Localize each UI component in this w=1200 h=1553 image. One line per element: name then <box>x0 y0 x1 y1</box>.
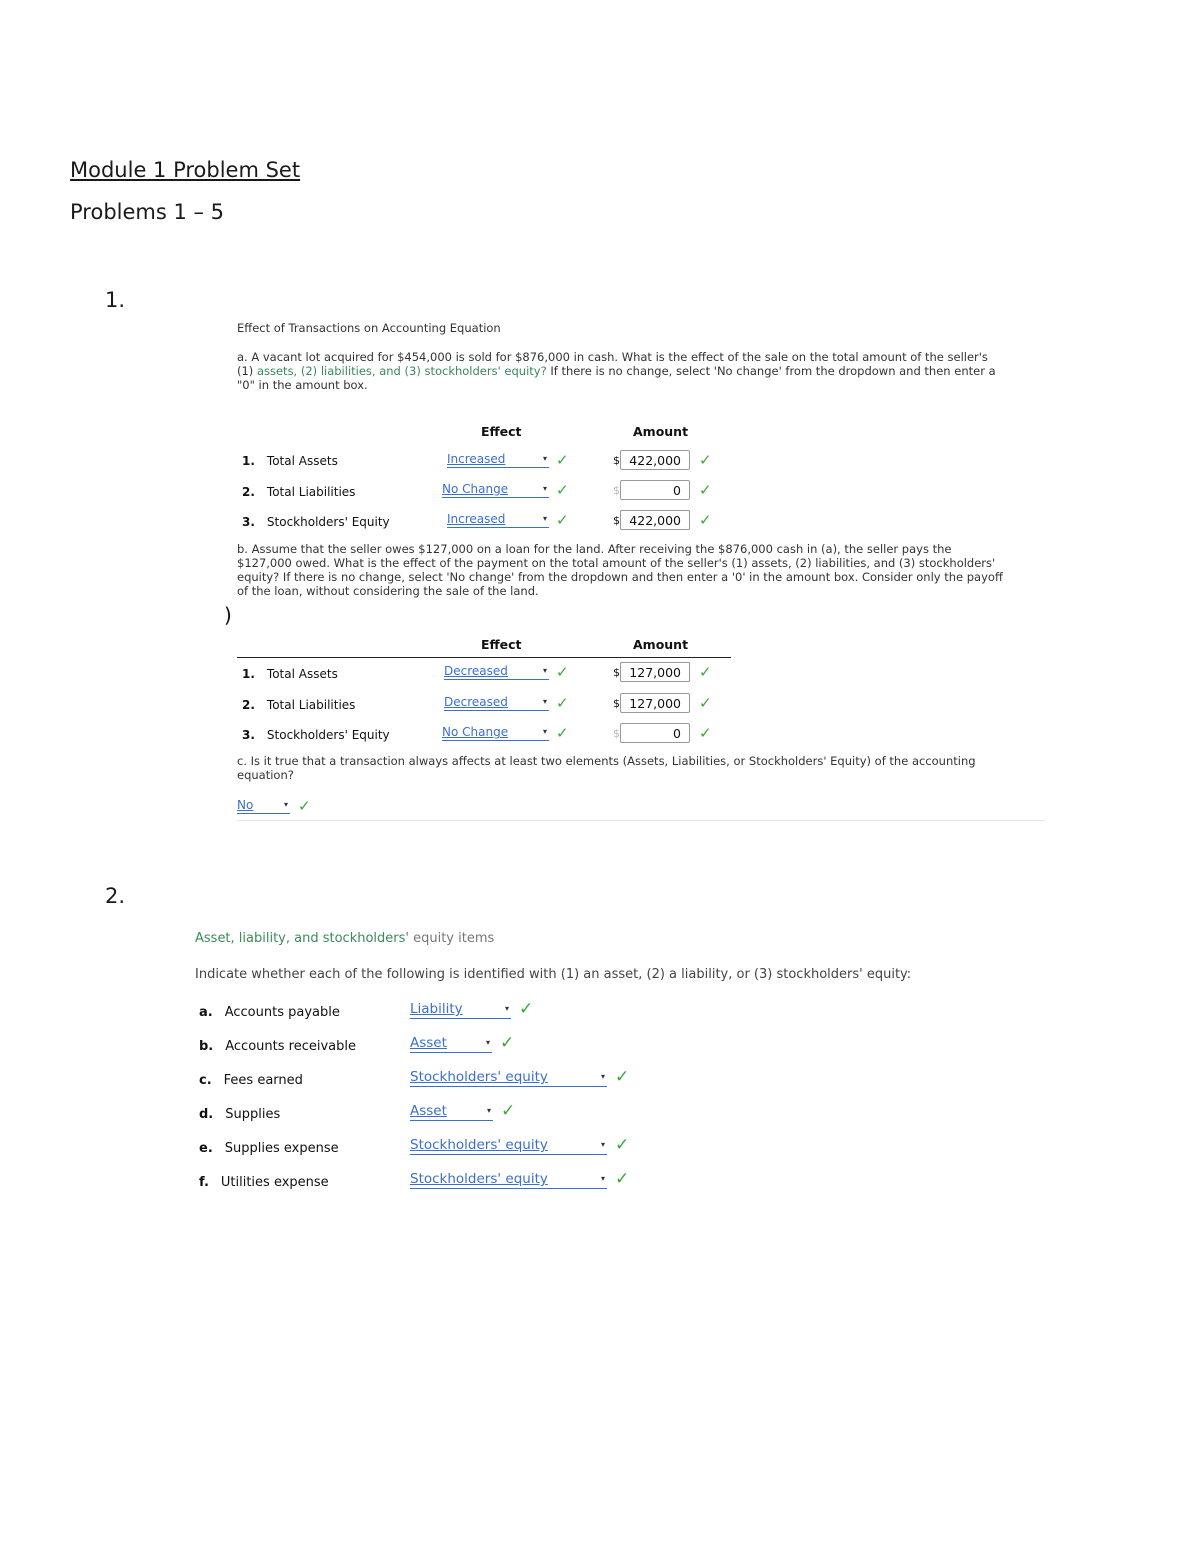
amount-input-assets[interactable]: 422,000 <box>620 450 690 470</box>
item-supplies: d. Supplies <box>199 1107 281 1122</box>
part-b-question: b. Assume that the seller owes $127,000 on a loan for the land. After receiving the $876,000 cash in (a), the seller pays the $127,000 owed. What is the effect of the payment on the total amount of the seller's (1) assets, (2) liabilities, and (3) stockholders' equity? If there is no change, select 'No change' from the dropdown and then enter a '0' in the amount box. Consider only the payoff of the loan, without considering the sale of the land. <box>237 542 1003 598</box>
check-icon: ✓ <box>699 451 712 469</box>
check-icon: ✓ <box>556 481 569 499</box>
chevron-down-icon: ▾ <box>504 1004 509 1013</box>
effect-dropdown-assets[interactable]: Increased ▾ <box>447 452 547 466</box>
chevron-down-icon: ▾ <box>542 666 547 675</box>
currency-symbol: $ <box>613 697 620 710</box>
amount-input-assets[interactable]: 127,000 <box>620 662 690 682</box>
section-divider <box>237 820 1045 821</box>
classification-dropdown[interactable]: Stockholders' equity ▾ <box>410 1069 605 1085</box>
row-total-liabilities: 2. Total Liabilities <box>242 698 356 712</box>
chevron-down-icon: ▾ <box>486 1106 491 1115</box>
heading-link: Accounting Equation <box>381 321 501 335</box>
effect-dropdown-liabilities[interactable]: Decreased ▾ <box>444 695 547 709</box>
effect-dropdown-assets[interactable]: Decreased ▾ <box>444 664 547 678</box>
classification-dropdown[interactable]: Liability ▾ <box>410 1001 509 1017</box>
amount-input-equity[interactable]: 0 <box>620 723 690 743</box>
effect-column-header: Effect <box>481 637 522 652</box>
check-icon: ✓ <box>556 724 569 742</box>
check-icon: ✓ <box>500 1033 515 1053</box>
amount-input-liabilities[interactable]: 127,000 <box>620 693 690 713</box>
table-header-rule <box>237 657 731 658</box>
classification-dropdown[interactable]: Stockholders' equity ▾ <box>410 1171 605 1187</box>
check-icon: ✓ <box>556 694 569 712</box>
amount-column-header: Amount <box>633 424 689 439</box>
chevron-down-icon: ▾ <box>542 484 547 493</box>
item-accounts-receivable: b. Accounts receivable <box>199 1039 356 1054</box>
check-icon: ✓ <box>699 663 712 681</box>
chevron-down-icon: ▾ <box>600 1072 605 1081</box>
row-total-assets: 1. Total Assets <box>242 454 338 468</box>
check-icon: ✓ <box>298 797 311 815</box>
currency-symbol: $ <box>613 514 620 527</box>
check-icon: ✓ <box>519 999 534 1019</box>
document-title: Module 1 Problem Set <box>70 158 301 182</box>
check-icon: ✓ <box>699 511 712 529</box>
check-icon: ✓ <box>556 451 569 469</box>
check-icon: ✓ <box>556 511 569 529</box>
amount-input-equity[interactable]: 422,000 <box>620 510 690 530</box>
effect-dropdown-liabilities[interactable]: No Change ▾ <box>442 482 547 496</box>
problem-1-number: 1. <box>105 288 126 312</box>
check-icon: ✓ <box>699 694 712 712</box>
currency-symbol: $ <box>613 727 620 740</box>
check-icon: ✓ <box>615 1067 630 1087</box>
check-icon: ✓ <box>699 724 712 742</box>
chevron-down-icon: ▾ <box>600 1174 605 1183</box>
problem-1-heading: Effect of Transactions on Accounting Equation <box>237 321 501 335</box>
classification-dropdown[interactable]: Stockholders' equity ▾ <box>410 1137 605 1153</box>
check-icon: ✓ <box>615 1135 630 1155</box>
chevron-down-icon: ▾ <box>542 514 547 523</box>
check-icon: ✓ <box>699 481 712 499</box>
chevron-down-icon: ▾ <box>485 1038 490 1047</box>
currency-symbol: $ <box>613 666 620 679</box>
effect-column-header: Effect <box>481 424 522 439</box>
effect-dropdown-equity[interactable]: Increased ▾ <box>447 512 547 526</box>
chevron-down-icon: ▾ <box>542 697 547 706</box>
effect-dropdown-equity[interactable]: No Change ▾ <box>442 725 547 739</box>
classification-dropdown[interactable]: Asset ▾ <box>410 1035 490 1051</box>
margin-bracket: ) <box>224 603 232 627</box>
chevron-down-icon: ▾ <box>283 800 288 809</box>
row-total-liabilities: 2. Total Liabilities <box>242 485 356 499</box>
item-utilities-expense: f. Utilities expense <box>199 1175 329 1190</box>
problem-2-instruction: Indicate whether each of the following is identified with (1) an asset, (2) a liability, or (3) stockholders' equity: <box>195 967 912 982</box>
chevron-down-icon: ▾ <box>542 454 547 463</box>
problem-2-heading: Asset, liability, and stockholders' equity items <box>195 931 495 946</box>
row-total-assets: 1. Total Assets <box>242 667 338 681</box>
row-stockholders-equity: 3. Stockholders' Equity <box>242 728 390 742</box>
part-a-question: a. A vacant lot acquired for $454,000 is sold for $876,000 in cash. What is the effect of the sale on the total amount of the seller's (1) assets, (2) liabilities, and (3) stockholders' equity? If there is no change, select 'No change' from the dropdown and then enter a "0" in the amount box. <box>237 350 996 392</box>
item-supplies-expense: e. Supplies expense <box>199 1141 339 1156</box>
check-icon: ✓ <box>615 1169 630 1189</box>
amount-column-header: Amount <box>633 637 689 652</box>
answer-dropdown-part-c[interactable]: No ▾ <box>237 798 288 812</box>
chevron-down-icon: ▾ <box>542 727 547 736</box>
item-fees-earned: c. Fees earned <box>199 1073 303 1088</box>
amount-input-liabilities[interactable]: 0 <box>620 480 690 500</box>
part-c-question: c. Is it true that a transaction always affects at least two elements (Assets, Liabilities, or Stockholders' Equity) of the accounting equation? <box>237 754 976 782</box>
chevron-down-icon: ▾ <box>600 1140 605 1149</box>
row-stockholders-equity: 3. Stockholders' Equity <box>242 515 390 529</box>
check-icon: ✓ <box>501 1101 516 1121</box>
currency-symbol: $ <box>613 484 620 497</box>
document-subtitle: Problems 1 – 5 <box>70 200 225 224</box>
currency-symbol: $ <box>613 454 620 467</box>
classification-dropdown[interactable]: Asset ▾ <box>410 1103 491 1119</box>
problem-2-number: 2. <box>105 884 126 908</box>
item-accounts-payable: a. Accounts payable <box>199 1005 340 1020</box>
check-icon: ✓ <box>556 663 569 681</box>
